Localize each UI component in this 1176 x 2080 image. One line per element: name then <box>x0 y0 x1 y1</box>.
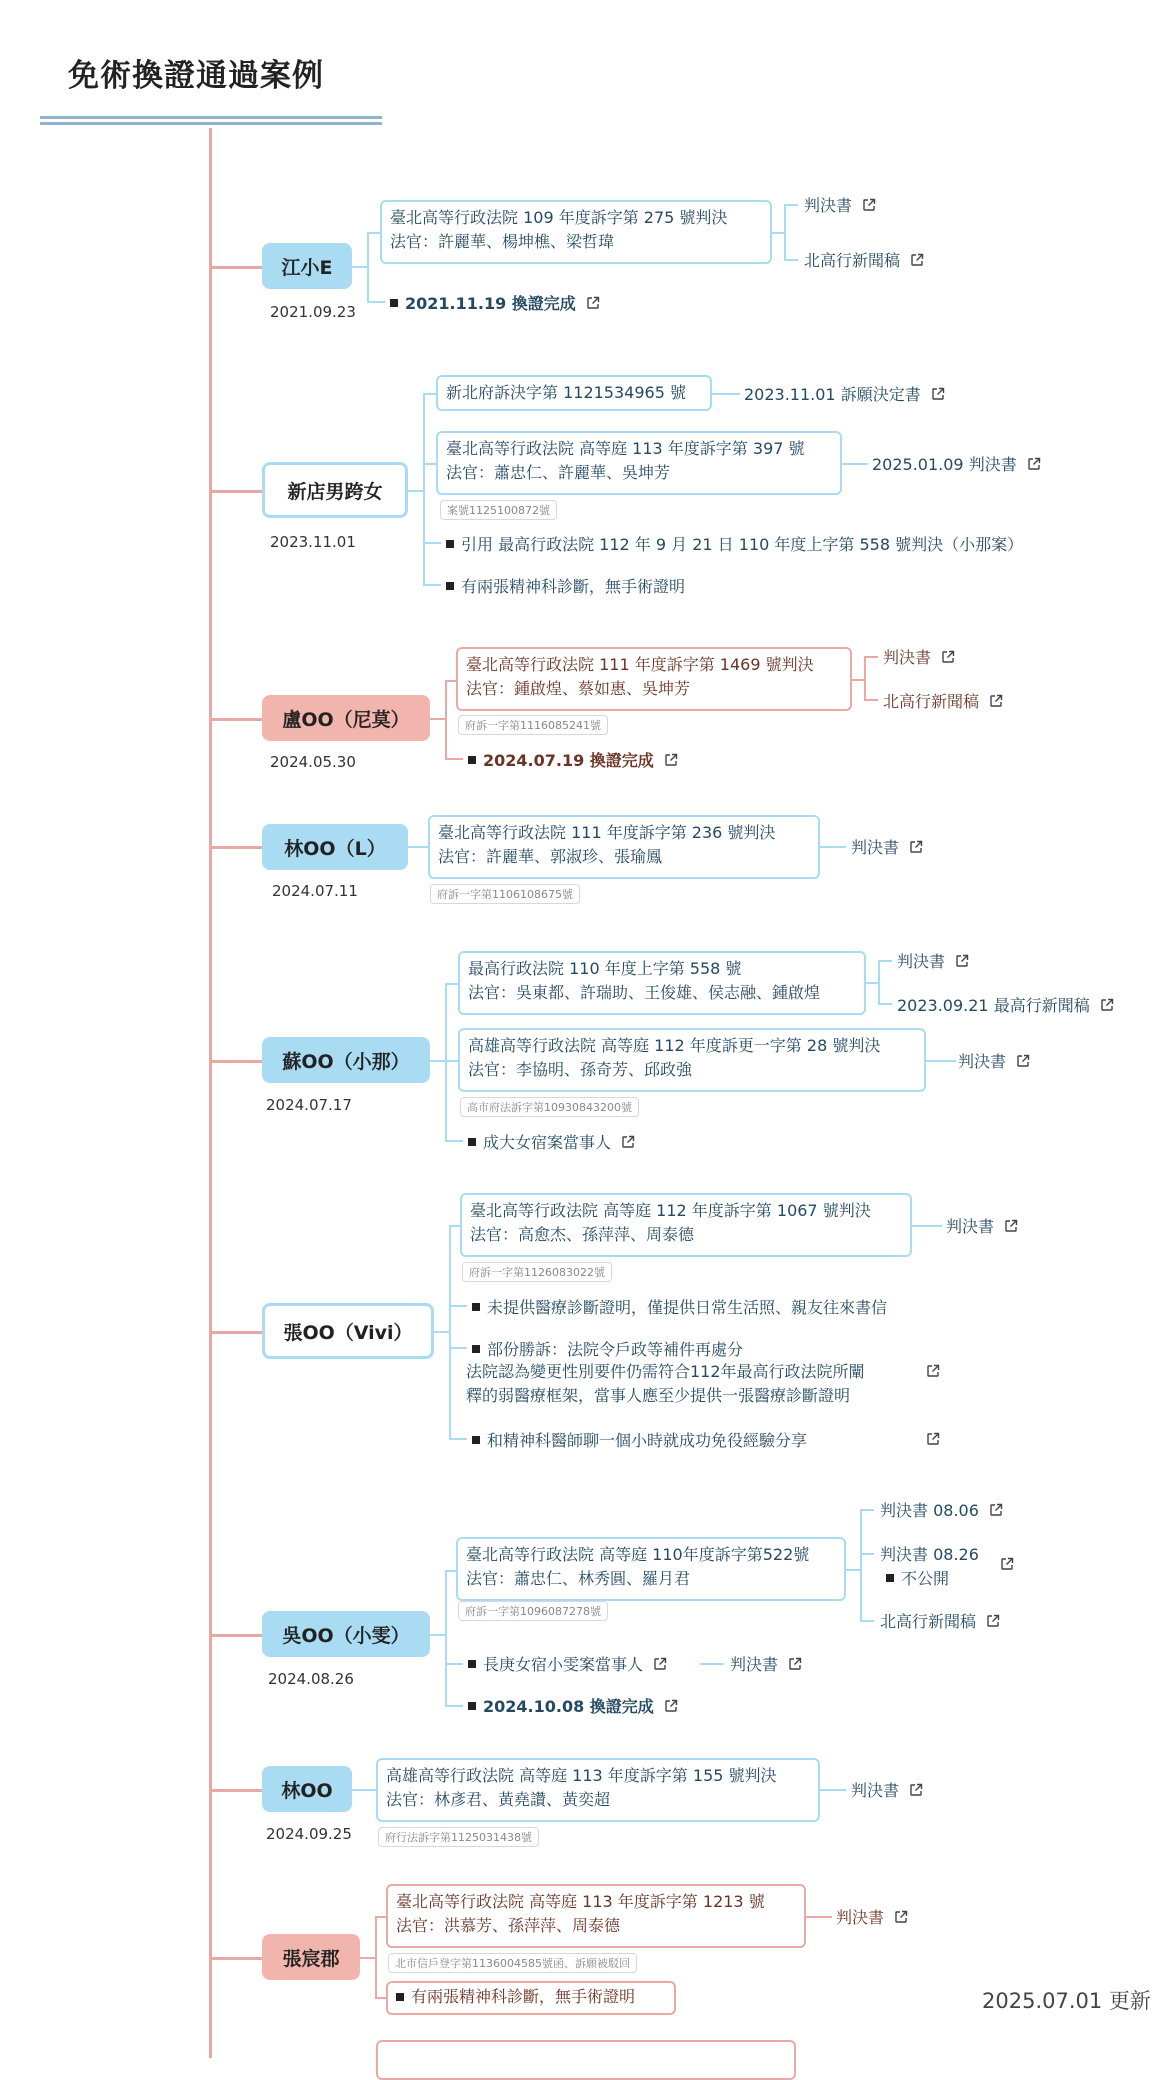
judgment-link-2-icon[interactable] <box>1000 1556 1014 1575</box>
connector <box>423 584 441 586</box>
judges: 法官：蕭忠仁、許麗華、吳坤芳 <box>446 463 671 482</box>
bullet-icon <box>468 1138 476 1146</box>
note-evidence <box>472 1295 887 1318</box>
decision-number: 新北府訴決字第 1121534965 號 <box>446 383 686 402</box>
branch-case-1 <box>209 266 264 269</box>
done-text: 2021.11.19 換證完成 <box>405 294 576 313</box>
link-text: 判決書 <box>897 952 946 971</box>
connector <box>445 1570 447 1706</box>
case-date-1: 2021.09.23 <box>270 303 356 321</box>
judgment-link[interactable] <box>836 1905 908 1928</box>
case-number-tag: 府訴一字第1126083022號 <box>462 1262 612 1282</box>
court-name: 臺北高等行政法院 111 年度訴字第 1469 號判決 <box>466 655 814 674</box>
court-name: 最高行政法院 110 年度上字第 558 號 <box>468 959 742 978</box>
connector <box>860 1509 862 1621</box>
note-text: 不公開 <box>901 1569 950 1588</box>
case-number-tag: 北市信戶登字第1136004585號函、訴願被駁回 <box>388 1953 637 1973</box>
case-node-4[interactable]: 林OO（L） <box>262 824 408 870</box>
connector <box>408 846 430 848</box>
case-number-tag: 府訴一字第1116085241號 <box>458 715 608 735</box>
court-box-8[interactable] <box>376 1758 820 1822</box>
note-text: 和精神科醫師聊一個小時就成功免役經驗分享 <box>487 1431 808 1450</box>
connector <box>445 1140 463 1142</box>
case-number-tag: 府訴一字第1106108675號 <box>430 884 580 904</box>
judgment-link[interactable] <box>804 193 876 216</box>
press-release-link[interactable] <box>880 1609 1000 1632</box>
connector <box>784 259 798 261</box>
connector <box>860 1553 874 1555</box>
connector <box>408 490 424 492</box>
case-node-5[interactable]: 蘇OO（小那） <box>262 1037 430 1083</box>
bullet-icon <box>468 1660 476 1668</box>
court-box-6[interactable] <box>460 1193 912 1257</box>
connector <box>352 1789 378 1791</box>
bullet-icon <box>472 1303 480 1311</box>
connector <box>352 266 368 268</box>
connector <box>445 1663 463 1665</box>
court-box-5b[interactable] <box>458 1028 926 1092</box>
court-box-3[interactable] <box>456 647 852 711</box>
external-link-icon <box>653 1657 667 1671</box>
judges: 法官：許麗華、郭淑珍、張瑜鳳 <box>438 847 663 866</box>
connector <box>806 1916 832 1918</box>
note-diagnosis <box>446 574 685 597</box>
page-title: 免術換證通過案例 <box>68 58 324 94</box>
note-partial-win <box>472 1337 743 1360</box>
note-text: 部份勝訴：法院令戶政等補件再處分 <box>487 1340 744 1359</box>
external-link-icon <box>989 694 1003 708</box>
link-text: 判決書 <box>836 1908 885 1927</box>
connector <box>430 718 446 720</box>
done-link[interactable] <box>468 1694 678 1717</box>
court-name: 臺北高等行政法院 111 年度訴字第 236 號判決 <box>438 823 776 842</box>
link-text: 判決書 <box>851 1781 900 1800</box>
bullet-icon <box>446 582 454 590</box>
bullet-icon <box>886 1574 894 1582</box>
connector <box>864 699 878 701</box>
link-text: 2023.11.01 訴願決定書 <box>744 385 921 404</box>
note-text: 未提供醫療診斷證明，僅提供日常生活照、親友往來書信 <box>487 1298 888 1317</box>
court-box-9[interactable] <box>386 1884 806 1948</box>
court-box-1[interactable] <box>380 200 772 264</box>
case-node-3[interactable]: 盧OO（尼莫） <box>262 695 430 741</box>
connector <box>846 1569 861 1571</box>
external-link-icon <box>862 198 876 212</box>
connector <box>860 1509 874 1511</box>
court-name: 臺北高等行政法院 高等庭 113 年度訴字第 1213 號 <box>396 1892 765 1911</box>
press-release-link[interactable] <box>897 993 1114 1016</box>
connector <box>860 1620 874 1622</box>
court-box-2[interactable] <box>436 431 842 495</box>
bullet-icon <box>468 1702 476 1710</box>
connector <box>423 542 441 544</box>
connector <box>445 983 459 985</box>
decision-link[interactable] <box>744 382 945 405</box>
connector <box>864 656 878 658</box>
note-line: 釋的弱醫療框架，當事人應至少提供一張醫療診斷證明 <box>466 1386 851 1405</box>
connector <box>423 393 437 395</box>
link-text: 判決書 08.26 <box>880 1545 979 1564</box>
external-link-icon <box>621 1135 635 1149</box>
link-text: 北高行新聞稿 <box>880 1612 977 1631</box>
case-number-tag: 高市府法訴字第10930843200號 <box>460 1097 639 1117</box>
judges: 法官：林彥君、黃堯讚、黃奕超 <box>386 1790 611 1809</box>
external-link-icon <box>909 1783 923 1797</box>
case-node-9[interactable]: 張宸郡 <box>262 1934 360 1980</box>
external-link-icon <box>926 1364 940 1378</box>
done-link[interactable] <box>390 291 600 314</box>
connector <box>712 393 740 395</box>
external-link-icon <box>986 1614 1000 1628</box>
connector <box>367 301 385 303</box>
court-name: 臺北高等行政法院 109 年度訴字第 275 號判決 <box>390 208 728 227</box>
judges: 法官：蕭忠仁、林秀圓、羅月君 <box>466 1569 691 1588</box>
connector <box>445 983 447 1141</box>
external-link-icon <box>586 296 600 310</box>
external-link-icon <box>1004 1219 1018 1233</box>
case-date-7: 2024.08.26 <box>268 1670 354 1688</box>
link-text: 判決書 <box>851 838 900 857</box>
note-experience[interactable] <box>472 1428 807 1451</box>
external-link-icon <box>894 1910 908 1924</box>
court-box-5a[interactable] <box>458 951 866 1015</box>
branch-case-2 <box>209 490 264 493</box>
external-link-icon <box>664 1699 678 1713</box>
judges: 法官：許麗華、楊坤樵、梁哲瑋 <box>390 232 615 251</box>
branch-case-4 <box>209 846 264 849</box>
external-link-icon <box>1016 1054 1030 1068</box>
branch-case-6 <box>209 1331 264 1334</box>
note-experience-link[interactable] <box>926 1431 940 1450</box>
link-text: 判決書 <box>958 1052 1007 1071</box>
connector <box>820 846 846 848</box>
connector <box>430 1060 446 1062</box>
external-link-icon <box>941 650 955 664</box>
court-name: 高雄高等行政法院 高等庭 113 年度訴字第 155 號判決 <box>386 1766 777 1785</box>
judgment-link[interactable] <box>851 1778 923 1801</box>
external-link-icon <box>788 1657 802 1671</box>
note-court-opinion-link[interactable] <box>926 1363 940 1382</box>
branch-case-7 <box>209 1634 264 1637</box>
link-text: 判決書 08.06 <box>880 1501 979 1520</box>
note-text: 成大女宿案當事人 <box>483 1133 612 1152</box>
note-citation <box>446 532 1023 555</box>
press-release-link[interactable] <box>883 689 1003 712</box>
done-link[interactable] <box>468 748 678 771</box>
external-link-icon <box>1000 1557 1014 1571</box>
court-name: 臺北高等行政法院 高等庭 112 年度訴字第 1067 號判決 <box>470 1201 871 1220</box>
connector <box>864 656 866 700</box>
done-text: 2024.07.19 換證完成 <box>483 751 654 770</box>
case-node-2[interactable]: 新店男跨女 <box>262 462 408 518</box>
judgment-link[interactable] <box>897 949 969 972</box>
connector <box>878 1003 892 1005</box>
judges: 法官：高愈杰、孫萍萍、周泰德 <box>470 1225 695 1244</box>
judgment-link-2[interactable] <box>880 1542 979 1565</box>
bullet-icon <box>446 540 454 548</box>
court-box-7[interactable] <box>456 1537 846 1601</box>
connector <box>784 204 798 206</box>
bullet-icon <box>472 1436 480 1444</box>
done-text: 2024.10.08 換證完成 <box>483 1697 654 1716</box>
branch-case-8 <box>209 1789 264 1792</box>
judges: 法官：李協明、孫奇芳、邱政強 <box>468 1060 693 1079</box>
connector <box>445 758 463 760</box>
external-link-icon <box>1100 998 1114 1012</box>
connector <box>449 1438 467 1440</box>
note-text: 引用 最高行政法院 112 年 9 月 21 日 110 年度上字第 558 號判決（小那案） <box>461 535 1024 554</box>
link-text: 判決書 <box>946 1217 995 1236</box>
connector <box>360 1957 376 1959</box>
branch-case-5 <box>209 1060 264 1063</box>
title-underline-2 <box>40 122 382 125</box>
bullet-icon <box>390 299 398 307</box>
connector <box>912 1225 942 1227</box>
branch-case-3 <box>209 718 264 721</box>
court-name: 臺北高等行政法院 高等庭 113 年度訴字第 397 號 <box>446 439 805 458</box>
connector <box>820 1789 846 1791</box>
external-link-icon <box>955 954 969 968</box>
link-text: 判決書 <box>804 196 853 215</box>
case-node-7[interactable]: 吳OO（小雯） <box>262 1611 430 1657</box>
link-text: 北高行新聞稿 <box>883 692 980 711</box>
bullet-icon <box>472 1345 480 1353</box>
link-text: 判決書 <box>883 648 932 667</box>
note-diagnosis-box <box>386 1981 676 2015</box>
judges: 法官：吳東都、許瑞助、王俊雄、侯志融、鍾啟煌 <box>468 983 821 1002</box>
connector <box>926 1060 956 1062</box>
connector <box>423 463 437 465</box>
connector <box>423 393 425 585</box>
bullet-icon <box>396 1993 404 2001</box>
court-name: 高雄高等行政法院 高等庭 112 年度訴更一字第 28 號判決 <box>468 1036 881 1055</box>
branch-case-9 <box>209 1957 264 1960</box>
note-judgment-link[interactable] <box>730 1652 802 1675</box>
connector <box>772 232 785 234</box>
connector <box>367 232 381 234</box>
judgment-link[interactable] <box>872 452 1041 475</box>
connector <box>852 679 865 681</box>
external-link-icon <box>931 387 945 401</box>
case-number-tag: 案號1125100872號 <box>440 500 557 520</box>
judgment-link[interactable] <box>958 1049 1030 1072</box>
connector <box>866 982 879 984</box>
judgment-link[interactable] <box>883 645 955 668</box>
case-node-8[interactable]: 林OO <box>262 1766 352 1812</box>
external-link-icon <box>909 840 923 854</box>
case-date-4: 2024.07.11 <box>272 882 358 900</box>
external-link-icon <box>1027 457 1041 471</box>
decision-box[interactable] <box>436 375 712 411</box>
link-text: 判決書 <box>730 1655 779 1674</box>
connector <box>449 1305 467 1307</box>
press-release-link[interactable] <box>804 248 924 271</box>
connector <box>445 1705 463 1707</box>
note-court-opinion <box>466 1360 865 1408</box>
note-text: 長庚女宿小雯案當事人 <box>483 1655 644 1674</box>
note-line: 法院認為變更性別要件仍需符合112年最高行政法院所闡 <box>466 1362 865 1381</box>
court-name: 臺北高等行政法院 高等庭 110年度訴字第522號 <box>466 1545 810 1564</box>
external-link-icon <box>664 753 678 767</box>
case-number-tag: 府訴一字第1096087278號 <box>458 1601 608 1621</box>
title-underline <box>40 116 382 119</box>
case-date-3: 2024.05.30 <box>270 753 356 771</box>
judgment-link[interactable] <box>851 835 923 858</box>
connector <box>434 1331 450 1333</box>
note-text: 有兩張精神科診斷，無手術證明 <box>411 1987 636 2006</box>
case-date-5: 2024.07.17 <box>266 1096 352 1114</box>
connector <box>700 1663 724 1665</box>
connector <box>445 1060 459 1062</box>
judges: 法官：鍾啟煌、蔡如惠、吳坤芳 <box>466 679 691 698</box>
connector <box>878 960 892 962</box>
connector <box>842 463 868 465</box>
judges: 法官：洪慕芳、孫萍萍、周泰德 <box>396 1916 621 1935</box>
private-note <box>886 1566 949 1589</box>
note-case[interactable] <box>468 1130 635 1153</box>
note-case[interactable] <box>468 1652 667 1675</box>
timeline-trunk <box>209 128 212 2058</box>
case-node-6[interactable]: 張OO（Vivi） <box>262 1303 434 1359</box>
case-date-2: 2023.11.01 <box>270 533 356 551</box>
connector <box>430 1634 446 1636</box>
case-node-1[interactable]: 江小E <box>262 243 352 289</box>
case-date-8: 2024.09.25 <box>266 1825 352 1843</box>
cutoff-box <box>376 2040 796 2080</box>
note-diagnosis <box>396 1985 666 2009</box>
link-text: 2023.09.21 最高行新聞稿 <box>897 996 1090 1015</box>
court-box-4[interactable] <box>428 815 820 879</box>
judgment-link-1[interactable] <box>880 1498 1003 1521</box>
case-number-tag: 府行法訴字第1125031438號 <box>378 1827 539 1847</box>
external-link-icon <box>926 1432 940 1446</box>
bullet-icon <box>468 756 476 764</box>
external-link-icon <box>989 1503 1003 1517</box>
connector <box>449 1347 467 1349</box>
update-date: 2025.07.01 更新 <box>982 1989 1151 2013</box>
link-text: 北高行新聞稿 <box>804 251 901 270</box>
judgment-link[interactable] <box>946 1214 1018 1237</box>
link-text: 2025.01.09 判決書 <box>872 455 1017 474</box>
note-text: 有兩張精神科診斷，無手術證明 <box>461 577 686 596</box>
external-link-icon <box>910 253 924 267</box>
